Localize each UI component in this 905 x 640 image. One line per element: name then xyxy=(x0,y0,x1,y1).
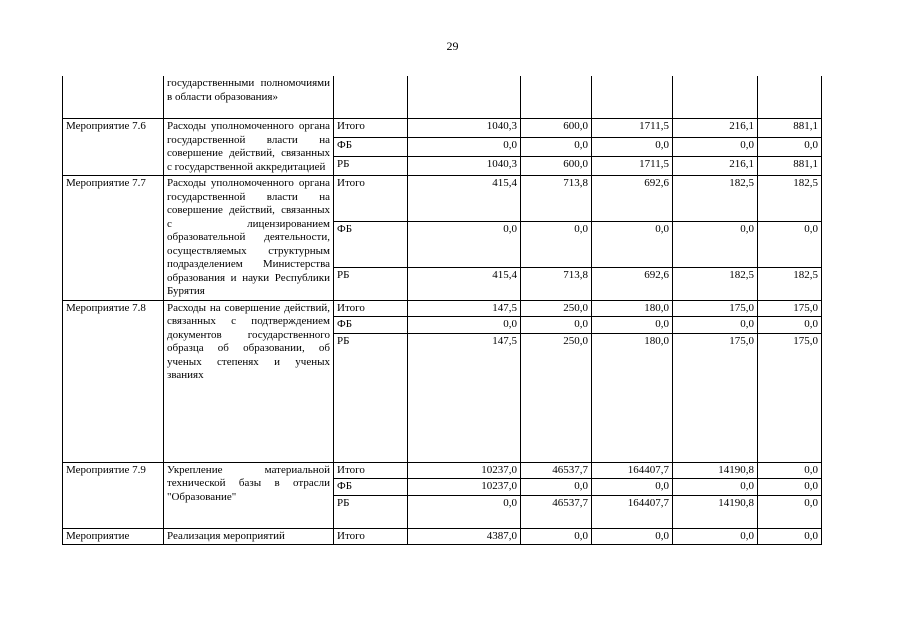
event-row xyxy=(63,300,822,317)
amount-cell-3: 164407,7 xyxy=(592,495,673,528)
amount-cell-1: 10237,0 xyxy=(408,479,521,496)
amount-cell-3: 1711,5 xyxy=(592,157,673,176)
amount-cell-2: 0,0 xyxy=(521,138,592,157)
funding-source-cell: ФБ xyxy=(334,479,408,496)
amount-cell-2: 0,0 xyxy=(521,317,592,334)
event-row xyxy=(63,176,822,222)
event-row xyxy=(63,119,822,138)
amount-cell-1: 0,0 xyxy=(408,221,521,267)
amount-cell-1: 147,5 xyxy=(408,300,521,317)
funding-source-cell: Итого xyxy=(334,119,408,138)
amount-cell-5: 0,0 xyxy=(758,317,822,334)
funding-source-cell: Итого xyxy=(334,300,408,317)
amount-cell-2: 600,0 xyxy=(521,119,592,138)
amount-cell-1: 4387,0 xyxy=(408,528,521,545)
amount-cell-1: 1040,3 xyxy=(408,157,521,176)
amount-cell-1: 10237,0 xyxy=(408,462,521,479)
amount-cell-3: 692,6 xyxy=(592,267,673,300)
event-cell: Мероприятие 7.8 xyxy=(63,300,164,462)
event-cell: Мероприятие xyxy=(63,528,164,545)
description-cell: Укрепление материальной технической базы в отрасли "Образование" xyxy=(164,462,334,528)
amount-cell-3: 180,0 xyxy=(592,300,673,317)
funding-source-cell: Итого xyxy=(334,462,408,479)
amount-cell-4: 14190,8 xyxy=(673,462,758,479)
event-cell: Мероприятие 7.7 xyxy=(63,176,164,301)
amount-cell-3: 0,0 xyxy=(592,138,673,157)
amount-cell-3: 0,0 xyxy=(592,317,673,334)
amount-cell-5: 175,0 xyxy=(758,333,822,462)
amount-cell-2: 713,8 xyxy=(521,267,592,300)
amount-cell-5: 0,0 xyxy=(758,462,822,479)
funding-source-cell: РБ xyxy=(334,495,408,528)
amount-cell-5: 881,1 xyxy=(758,157,822,176)
amount-cell-4: 216,1 xyxy=(673,157,758,176)
amount-cell-3: 0,0 xyxy=(592,221,673,267)
amount-cell-5: 175,0 xyxy=(758,300,822,317)
continuation-row xyxy=(63,76,822,119)
amount-cell-1: 1040,3 xyxy=(408,119,521,138)
amount-cell-1: 415,4 xyxy=(408,176,521,222)
amount-cell-5: 881,1 xyxy=(758,119,822,138)
amount-cell-4: 0,0 xyxy=(673,138,758,157)
continuation-description: государственными полномочиями в области образования» xyxy=(167,77,330,103)
amount-cell-1: 0,0 xyxy=(408,317,521,334)
amount-cell-3: 164407,7 xyxy=(592,462,673,479)
amount-cell-3: 0,0 xyxy=(592,528,673,545)
funding-source-cell: РБ xyxy=(334,157,408,176)
amount-cell-1: 147,5 xyxy=(408,333,521,462)
amount-cell-1: 0,0 xyxy=(408,138,521,157)
description-cell: Расходы уполномоченного органа государственной власти на совершение действий, связанных с лицензированием образовательной деятельности, осуществляемых структурным подразделением Министерства образования и науки Республики Бурятия xyxy=(164,176,334,301)
amount-cell-4: 0,0 xyxy=(673,317,758,334)
amount-cell-5: 0,0 xyxy=(758,495,822,528)
amount-cell-3: 0,0 xyxy=(592,479,673,496)
amount-cell-3: 1711,5 xyxy=(592,119,673,138)
amount-cell-4: 0,0 xyxy=(673,221,758,267)
amount-cell-1: 415,4 xyxy=(408,267,521,300)
event-cell xyxy=(63,76,164,119)
amount-cell-5: 182,5 xyxy=(758,176,822,222)
amount-cell-4: 0,0 xyxy=(673,528,758,545)
page-number: 29 xyxy=(446,39,459,53)
description-cell: Реализация мероприятий xyxy=(164,528,334,545)
amount-cell-2: 250,0 xyxy=(521,300,592,317)
amount-cell-4: 182,5 xyxy=(673,176,758,222)
amount-cell-2: 600,0 xyxy=(521,157,592,176)
funding-source-cell: РБ xyxy=(334,333,408,462)
description-cell: Расходы на совершение действий, связанных с подтверждением документов государственного образца об образовании, об ученых степенях и ученых званиях xyxy=(164,300,334,462)
funding-source-cell: ФБ xyxy=(334,221,408,267)
description-cell: Расходы уполномоченного органа государственной власти на совершение действий, связанных с государственной аккредитацией xyxy=(164,119,334,176)
amount-cell-4: 175,0 xyxy=(673,333,758,462)
amount-cell-5: 0,0 xyxy=(758,528,822,545)
amount-cell-3: 692,6 xyxy=(592,176,673,222)
amount-cell-5: 0,0 xyxy=(758,479,822,496)
amount-cell-2: 0,0 xyxy=(521,221,592,267)
amount-cell-5: 0,0 xyxy=(758,138,822,157)
amount-cell-2: 0,0 xyxy=(521,528,592,545)
description-cell xyxy=(164,76,334,119)
funding-source-cell: Итого xyxy=(334,528,408,545)
amount-cell-4: 14190,8 xyxy=(673,495,758,528)
event-row xyxy=(63,528,822,545)
amount-cell-4: 216,1 xyxy=(673,119,758,138)
event-cell: Мероприятие 7.9 xyxy=(63,462,164,528)
event-cell: Мероприятие 7.6 xyxy=(63,119,164,176)
amount-cell-2: 46537,7 xyxy=(521,462,592,479)
funding-source-cell: ФБ xyxy=(334,138,408,157)
amount-cell-4: 182,5 xyxy=(673,267,758,300)
amount-cell-5: 182,5 xyxy=(758,267,822,300)
amount-cell-4: 175,0 xyxy=(673,300,758,317)
amount-cell-5: 0,0 xyxy=(758,221,822,267)
funding-source-cell: РБ xyxy=(334,267,408,300)
amount-cell-3: 180,0 xyxy=(592,333,673,462)
budget-table xyxy=(62,76,822,545)
amount-cell-2: 0,0 xyxy=(521,479,592,496)
amount-cell-2: 46537,7 xyxy=(521,495,592,528)
amount-cell-2: 713,8 xyxy=(521,176,592,222)
amount-cell-1: 0,0 xyxy=(408,495,521,528)
event-row xyxy=(63,462,822,479)
funding-source-cell: Итого xyxy=(334,176,408,222)
amount-cell-2: 250,0 xyxy=(521,333,592,462)
amount-cell-4: 0,0 xyxy=(673,479,758,496)
funding-source-cell: ФБ xyxy=(334,317,408,334)
